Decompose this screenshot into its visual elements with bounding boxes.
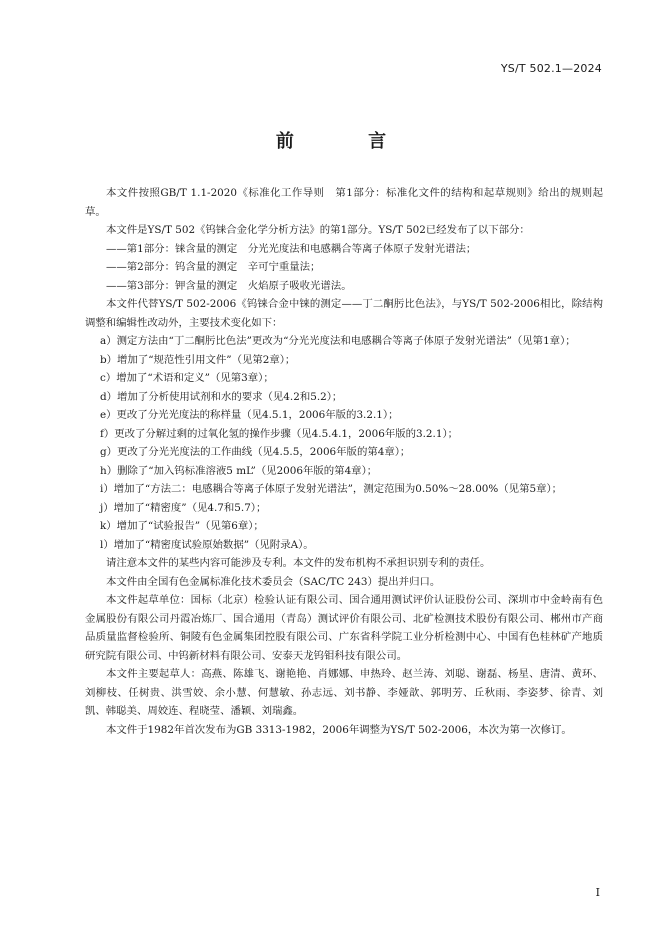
paragraph-proposer: 本文件由全国有色金属标准化技术委员会（SAC/TC 243）提出并归口。 xyxy=(106,575,441,588)
part-list-item: ——第1部分：铼含量的测定 分光光度法和电感耦合等离子体原子发射光谱法； xyxy=(106,242,477,255)
paragraph-replacement: 本文件代替YS/T 502-2006《钨铼合金中铼的测定——丁二酮肟比色法》，与YS/T 502-2006相比，除结构调整和编辑性改动外，主要技术变化如下： xyxy=(85,298,603,329)
paragraph-drafting-units: 本文件起草单位：国标（北京）检验认证有限公司、国合通用测试评价认证股份公司、深圳市中金岭南有色金属股份有限公司丹霞冶炼厂、国合通用（青岛）测试评价有限公司、北矿检测技术股份有限公司、郴州市产商品质量监督检验所、铜陵有色金属集团控股有限公司、广东省科学院工业分析检测中心、中国有色桂林矿产地质研究院有限公司、中钨新材料有限公司、安泰天龙钨钼科技有限公司。 xyxy=(85,594,603,662)
change-list-item: i）增加了“方法二：电感耦合等离子体原子发射光谱法”，测定范围为0.50%～28.00%（见第5章）； xyxy=(100,483,563,495)
change-list-item: k）增加了“试验报告”（见第6章）； xyxy=(100,520,264,532)
change-list-item: b）增加了“规范性引用文件”（见第2章）； xyxy=(100,353,296,366)
paragraph-history: 本文件于1982年首次发布为GB 3313-1982，2006年调整为YS/T 502-2006，本次为第一次修订。 xyxy=(106,723,572,736)
page-title: 前 言 xyxy=(275,131,421,152)
change-list-item: f）更改了分解过剩的过氧化氢的操作步骤（见4.5.4.1，2006年版的3.2.1）； xyxy=(100,427,459,440)
change-list-item: h）删除了“加入钨标准溶液5 mL”（见2006年版的第4章）； xyxy=(100,464,378,477)
change-list-item: d）增加了分析使用试剂和水的要求（见4.2和5.2）； xyxy=(100,390,343,403)
part-list-item: ——第2部分：钨含量的测定 辛可宁重量法； xyxy=(106,261,321,273)
change-list-item: g）更改了分光光度法的工作曲线（见4.5.5，2006年版的第4章）； xyxy=(100,446,411,458)
paragraph-drafting-rules: 本文件按照GB/T 1.1-2020《标准化工作导则 第1部分：标准化文件的结构和起草规则》给出的规则起草。 xyxy=(85,187,603,218)
change-list-item: a）测定方法由“丁二酮肟比色法”更改为“分光光度法和电感耦合等离子体原子发射光谱法”（见第1章）； xyxy=(100,335,576,347)
paragraph-parts-intro: 本文件是YS/T 502《钨铼合金化学分析方法》的第1部分。YS/T 502已经发布了以下部分： xyxy=(106,224,530,236)
change-list-item: l）增加了“精密度试验原始数据”（见附录A）。 xyxy=(100,538,314,551)
standard-code: YS/T 502.1—2024 xyxy=(500,62,602,75)
change-list-item: j）增加了“精密度”（见4.7和5.7）； xyxy=(100,501,267,514)
change-list-item: e）更改了分光光度法的称样量（见4.5.1，2006年版的3.2.1）； xyxy=(100,409,399,421)
paragraph-drafters: 本文件主要起草人：高燕、陈雄飞、谢艳艳、肖娜娜、申热玲、赵兰涛、刘聪、谢磊、杨星、唐清、黄环、刘柳枝、任树贵、洪雪姣、余小慧、何慧敏、孙志远、刘书静、李娅歆、郭明芳、丘秋雨、李姿梦、徐青、刘凯、韩聪美、周姣连、程晓莹、潘颖、刘瑞鑫。 xyxy=(85,668,603,717)
page-number: I xyxy=(595,886,600,899)
part-list-item: ——第3部分：钾含量的测定 火焰原子吸收光谱法。 xyxy=(106,279,352,292)
change-list-item: c）增加了“术语和定义”（见第3章）； xyxy=(100,372,274,384)
paragraph-patent-notice: 请注意本文件的某些内容可能涉及专利。本文件的发布机构不承担识别专利的责任。 xyxy=(106,557,491,569)
foreword-body xyxy=(85,184,603,739)
